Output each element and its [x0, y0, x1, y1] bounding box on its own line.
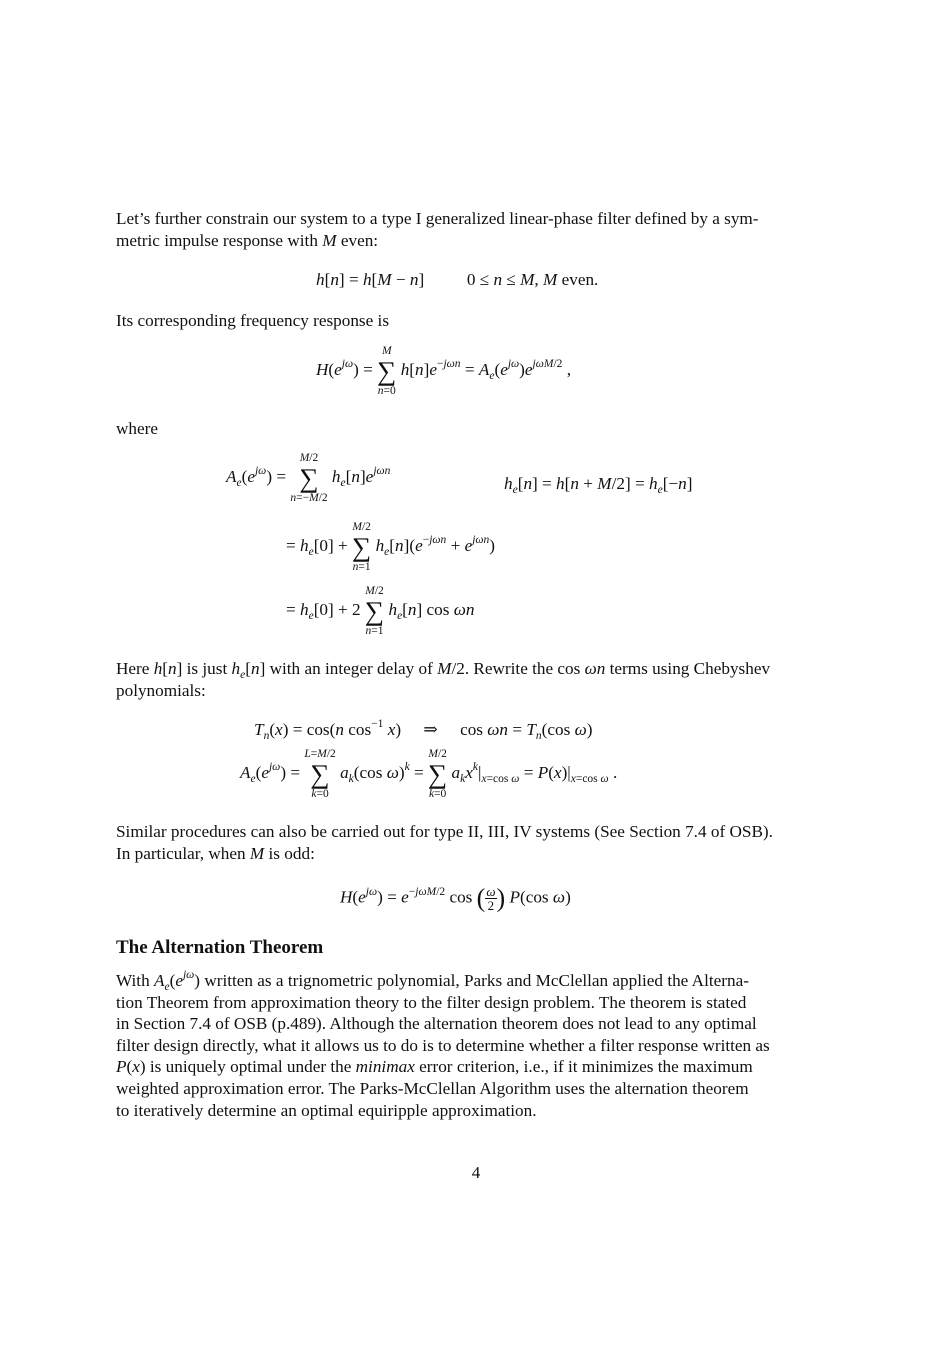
- paragraph-frequency-response: Its corresponding frequency response is: [116, 311, 390, 330]
- equation-he-definition: $h_e[n] = h[n + M/2] = h_e[-n]$: [504, 474, 693, 497]
- equation-chebyshev: $T_n(x) = \cos(n$ $\cos^{-1} x$) ⇒ $\cos \omega n = T_n(\cos$ ω): [254, 718, 593, 743]
- equation-ae-expanded: = $h_e[0]$ + M/2 ∑ n=1 $h_e[n](e^{-j\omega n} + e^{j\omega n})$: [286, 521, 496, 573]
- equation-polynomial: $A_e(e^{j\omega})$ = L=M/2 ∑ k=0 $a_k(\cos$ ω)$^k$ = M/2 ∑ k=0 $a_kx^k|_{x=cos \omega} = P(x)|_{x=cos \omega}$ .: [240, 748, 618, 800]
- paragraph-where: where: [116, 419, 158, 438]
- paragraph-other-types: Similar procedures can also be carried out for type II, III, IV systems (See Section 7.4 of OSB). In particular, when M is odd:: [116, 822, 773, 863]
- equation-odd-m: $H(e^{j\omega}) = e^{-j\omega M/2}$ cos ( $\frac{\omega}{2}$ ) P(cos ω): [340, 883, 571, 913]
- equation-frequency-response: $H(e^{j\omega})$ = M ∑ n=0 $h[n]e^{-j\omega n} = A_e(e^{j\omega})e^{j\omega M/2}$ ,: [316, 345, 571, 397]
- equation-symmetry: h[n] = h[M − n] 0 ≤ n ≤ M, M even.: [316, 270, 599, 289]
- paragraph-chebyshev: Here h[n] is just $h_e[n]$ with an integer delay of M/2. Rewrite the cos ωn terms using Chebyshev polynomials:: [116, 659, 771, 700]
- section-heading: The Alternation Theorem: [116, 937, 324, 958]
- paragraph-intro: Let’s further constrain our system to a type I generalized linear-phase filter defined by a sym- metric impulse response with M even:: [116, 209, 759, 250]
- equation-ae-cosine: = $h_e[0] + 2$ M/2 ∑ n=1 $h_e[n]$ cos ωn: [286, 585, 475, 637]
- page-number: 4: [471, 1163, 481, 1182]
- equation-ae-definition: $A_e(e^{j\omega})$ = M/2 ∑ n=−M/2 $h_e[n]e^{j\omega n}$: [226, 452, 391, 504]
- paragraph-alternation-theorem: With $A_e(e^{j\omega})$ written as a trignometric polynomial, Parks and McClellan applied the Alterna- tion Theorem from approximation theory to the filter design problem. The theorem is stated in Section 7.4 of OSB (p.489). Although the alternation theorem does not lead to any optimal filter design directly, what it allows us to do is to determine whether a filter response written as P(x) is uniquely optimal under the minimax error criterion, i.e., if it minimizes the maximum weighted approximation error. The Parks-McClellan Algorithm uses the alternation theorem to iteratively determine an optimal equiripple approximation.: [116, 969, 770, 1120]
